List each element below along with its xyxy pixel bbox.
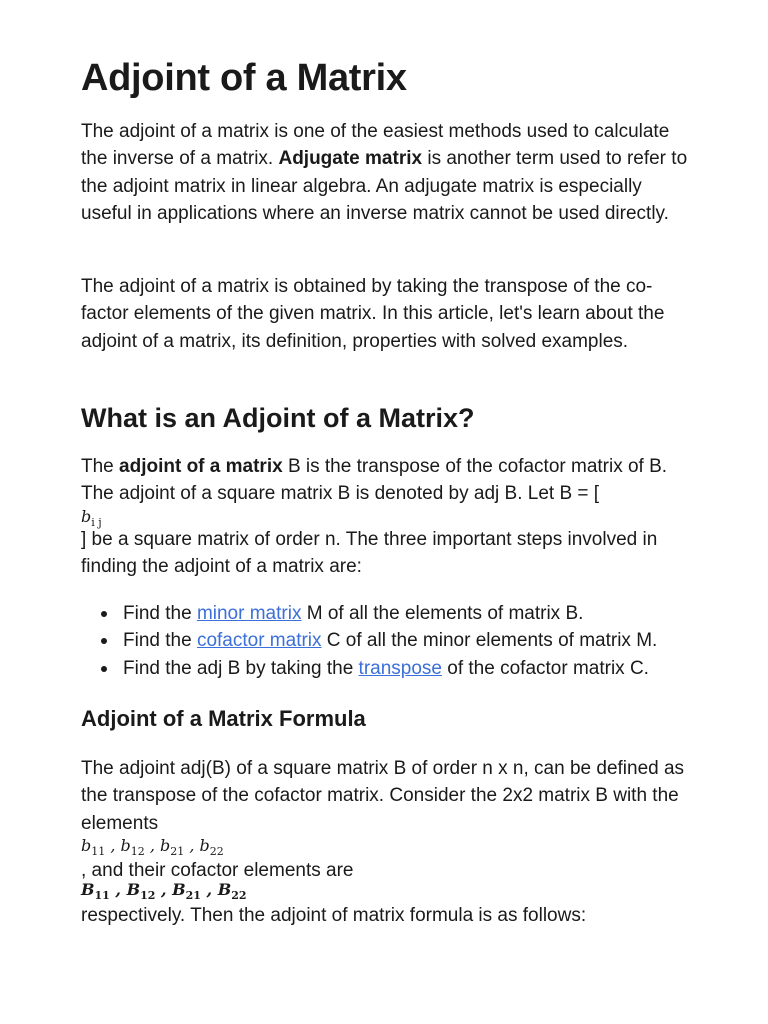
list-item: Find the adj B by taking the transpose of the cofactor matrix C.: [123, 655, 763, 682]
cofactor-matrix-link[interactable]: cofactor matrix: [196, 630, 322, 652]
page-title: Adjoint of a Matrix: [81, 57, 407, 99]
definition-text-cont: B is the transpose of the cofactor matrix of B. The adjoint of a square matrix B is denoted by adj B. Let B = [: [81, 456, 668, 505]
formula-paragraph-end: respectively. Then the adjoint of matrix formula is as follows:: [81, 905, 587, 926]
bullet-icon: [101, 666, 107, 672]
section-heading-formula: Adjoint of a Matrix Formula: [81, 706, 366, 731]
formula-paragraph: The adjoint adj(B) of a square matrix B of order n x n, can be defined as the transpose of the cofactor matrix. Consider the 2x2 matrix B with the elements: [81, 758, 685, 834]
intro-text-cont: is another term used to refer to the adjoint matrix in linear algebra. An adjugate matrix is especially useful in applications where an inverse matrix cannot be used directly.: [81, 148, 688, 224]
cofactor-symbols: $B_{11}$ , $B_{12}$ , $B_{21}$ , $B_{22}$: [81, 880, 247, 903]
definition-paragraph: [81, 453, 691, 508]
minor-matrix-link[interactable]: minor matrix: [196, 603, 302, 624]
list-item: Find the cofactor matrix C of all the minor elements of matrix M.: [123, 627, 763, 654]
intro-paragraph-2: The adjoint of a matrix is obtained by taking the transpose of the co-factor elements of the given matrix. In this article, let's learn about the adjoint of a matrix, its definition, properties with solved examples.: [81, 276, 665, 352]
intro-paragraph-1: [81, 118, 691, 227]
steps-list: [81, 600, 763, 682]
bullet-icon: [101, 611, 107, 617]
formula-paragraph-cont: , and their cofactor elements are: [81, 860, 354, 881]
intro-bold-term: Adjugate matrix: [278, 148, 423, 170]
definition-text: The: [81, 456, 120, 477]
list-item: Find the minor matrix M of all the elements of matrix B.: [123, 600, 763, 627]
definition-paragraph-cont: ] be a square matrix of order n. The three important steps involved in finding the adjoint of a matrix are:: [81, 529, 658, 578]
matrix-element-symbol: $b_{i j}$: [81, 507, 102, 530]
intro-text: The adjoint of a matrix is one of the easiest methods used to calculate the inverse of a matrix.: [81, 121, 670, 170]
section-heading-definition: What is an Adjoint of a Matrix?: [81, 403, 475, 433]
element-symbols: $b_{11}$ , $b_{12}$ , $b_{21}$ , $b_{22}$: [81, 836, 224, 859]
bullet-icon: [101, 638, 107, 644]
definition-bold-term: adjoint of a matrix: [119, 456, 283, 477]
transpose-link[interactable]: transpose: [358, 657, 442, 679]
